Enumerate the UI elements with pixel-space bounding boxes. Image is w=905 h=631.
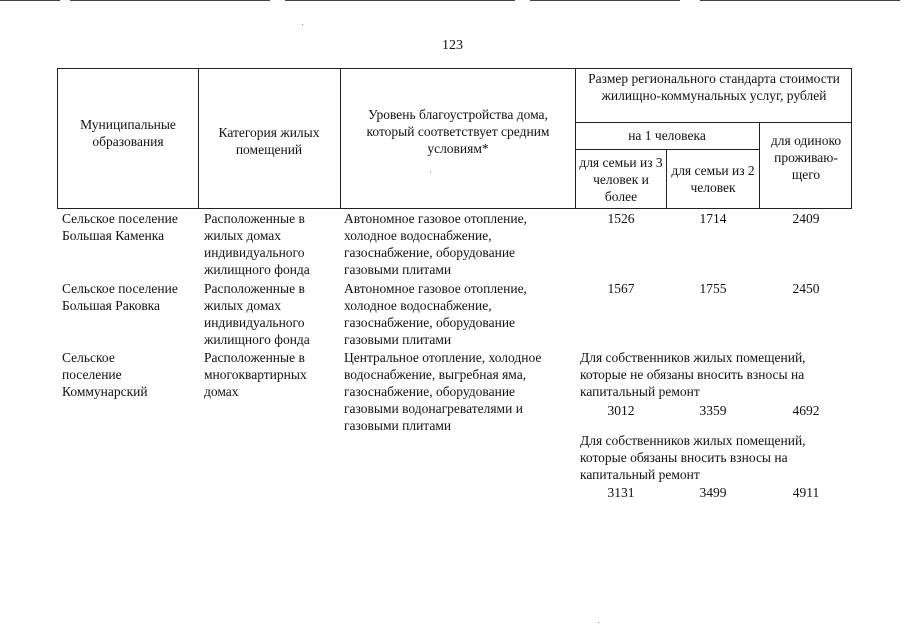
cell-family-2: 1755 — [699, 281, 727, 296]
cell-single: 4692 — [792, 403, 820, 418]
header-municipality: Муниципальные образования — [80, 117, 176, 149]
header-improvement: Уровень благоустройства дома, который соответствует средним условиям* — [366, 107, 550, 156]
header-divider — [575, 68, 576, 209]
header-divider — [575, 122, 852, 123]
header-family-3plus: для семьи из 3 человек и более — [579, 155, 663, 204]
cell-municipality: Сельское поселение Большая Раковка — [62, 281, 178, 313]
cell-category: Расположенные в жилых домах индивидуального жилищного фонда — [204, 211, 310, 277]
cell-single: 4911 — [792, 485, 820, 500]
cell-family-3plus: 3131 — [607, 485, 635, 500]
cell-municipality: Сельское поселение Большая Каменка — [62, 211, 178, 243]
header-divider — [575, 149, 759, 150]
note-no-capital-repair: Для собственников жилых помещений, которые не обязаны вносить взносы на капитальный ремонт — [580, 350, 806, 399]
cell-family-3plus: 1567 — [607, 281, 635, 296]
cell-family-2: 1714 — [699, 211, 727, 226]
cell-single: 2409 — [792, 211, 820, 226]
header-divider — [198, 68, 199, 209]
header-divider — [666, 149, 667, 209]
scan-speck — [430, 172, 431, 173]
cell-single: 2450 — [792, 281, 820, 296]
header-divider — [759, 122, 760, 209]
scan-speck — [598, 622, 599, 623]
header-divider — [340, 68, 341, 209]
cell-family-3plus: 1526 — [607, 211, 635, 226]
cell-improvement: Центральное отопление, холодное водоснабжение, выгребная яма, газоснабжение, оборудование газовыми водонагревателями и газовыми плитами — [344, 350, 542, 433]
header-category: Категория жилых помещений — [218, 125, 320, 157]
note-capital-repair: Для собственников жилых помещений, которые обязаны вносить взносы на капитальный ремонт — [580, 433, 806, 482]
scan-speck — [302, 24, 303, 25]
cell-family-2: 3499 — [699, 485, 727, 500]
cell-category: Расположенные в жилых домах индивидуального жилищного фонда — [204, 281, 310, 347]
header-per-person: на 1 человека — [628, 128, 706, 143]
header-single: для одиноко проживаю-щего — [770, 133, 842, 182]
cell-category: Расположенные в многоквартирных домах — [204, 350, 307, 399]
cell-family-3plus: 3012 — [607, 403, 635, 418]
scan-top-edge — [0, 0, 905, 2]
header-standard-group: Размер регионального стандарта стоимости жилищно-коммунальных услуг, рублей — [588, 71, 840, 103]
cell-improvement: Автономное газовое отопление, холодное водоснабжение, газоснабжение, оборудование газовыми плитами — [344, 211, 527, 277]
page-number: 123 — [442, 38, 463, 53]
cell-municipality: Сельское поселение Коммунарский — [62, 350, 148, 399]
cell-improvement: Автономное газовое отопление, холодное водоснабжение, газоснабжение, оборудование газовыми плитами — [344, 281, 527, 347]
cell-family-2: 3359 — [699, 403, 727, 418]
header-family-2: для семьи из 2 человек — [671, 163, 755, 195]
